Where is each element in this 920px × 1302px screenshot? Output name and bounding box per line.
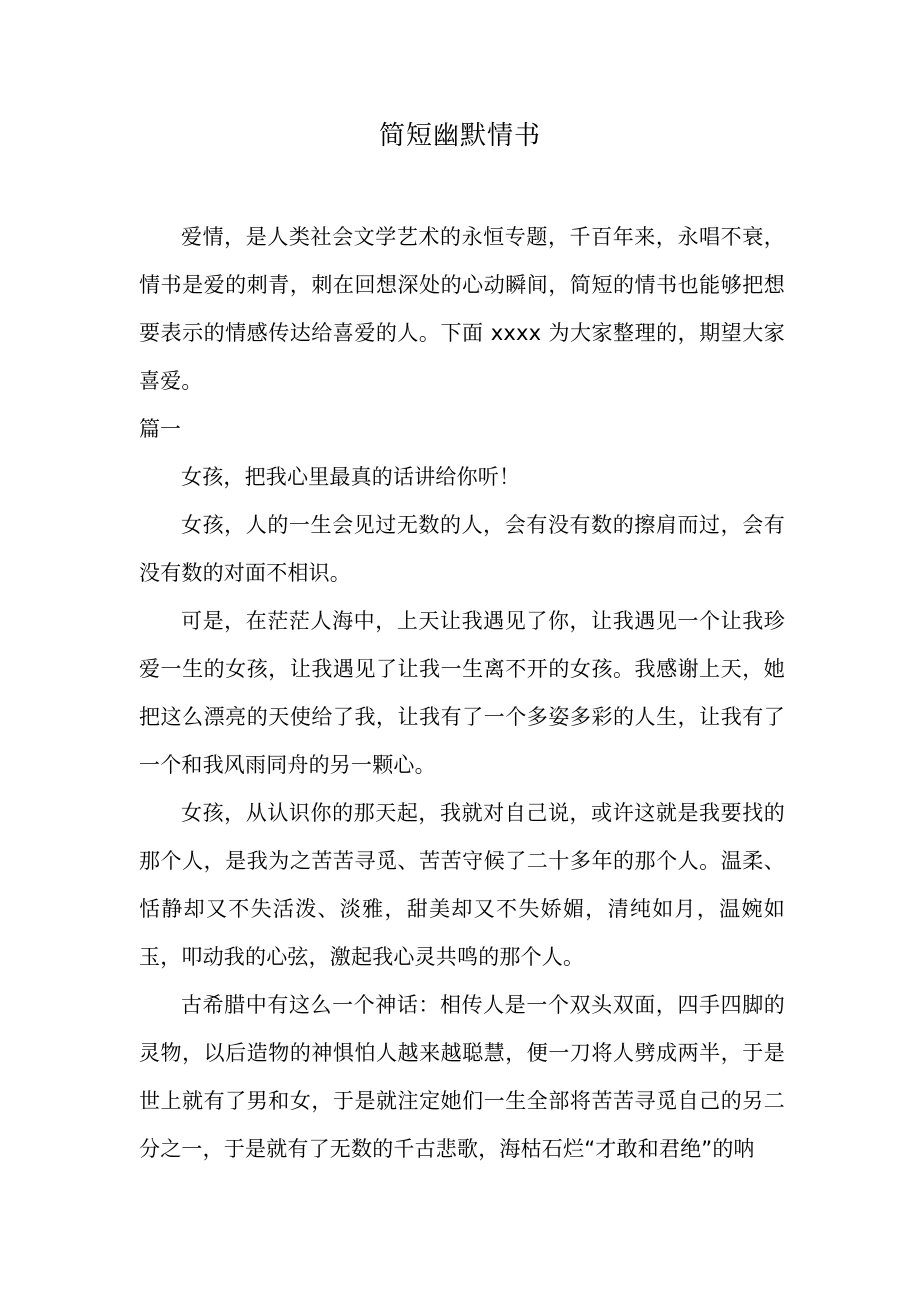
body-paragraph: 女孩，把我心里最真的话讲给你听！ [181,465,521,489]
body-paragraph: 可是，在茫茫人海中，上天让我遇见了你，让我遇见一个让我珍爱一生的女孩，让我遇见了让我一生离不开的女孩。我感谢上天，她把这么漂亮的天使给了我，让我有了一个多姿多彩的人生，让我有了一个和我风雨同舟的另一颗心。 [139,609,785,777]
body-paragraph: 古希腊中有这么一个神话：相传人是一个双头双面，四手四脚的灵物，以后造物的神惧怕人越来越聪慧，便一刀将人劈成两半，于是世上就有了男和女，于是就注定她们一生全部将苦苦寻觅自己的另二分之一，于是就有了无数的千古悲歌，海枯石烂“才敢和君绝”的呐 [139,993,785,1161]
page-title: 简短幽默情书 [378,121,541,151]
body-paragraph: 女孩，人的一生会见过无数的人，会有没有数的擦肩而过，会有没有数的对面不相识。 [139,513,785,585]
body-paragraph: 女孩，从认识你的那天起，我就对自己说，或许这就是我要找的那个人，是我为之苦苦寻觅、苦苦守候了二十多年的那个人。温柔、恬静却又不失活泼、淡雅，甜美却又不失娇媚，清纯如月，温婉如玉，叩动我的心弦，激起我心灵共鸣的那个人。 [139,801,785,969]
intro-paragraph: 爱情，是人类社会文学艺术的永恒专题，千百年来，永唱不衰，情书是爱的刺青，刺在回想深处的心动瞬间，简短的情书也能够把想要表示的情感传达给喜爱的人。下面 xxxx 为大家整理的，期望大家喜爱。 [139,225,785,393]
section-heading: 篇一 [139,417,181,441]
document-body [139,213,785,1173]
